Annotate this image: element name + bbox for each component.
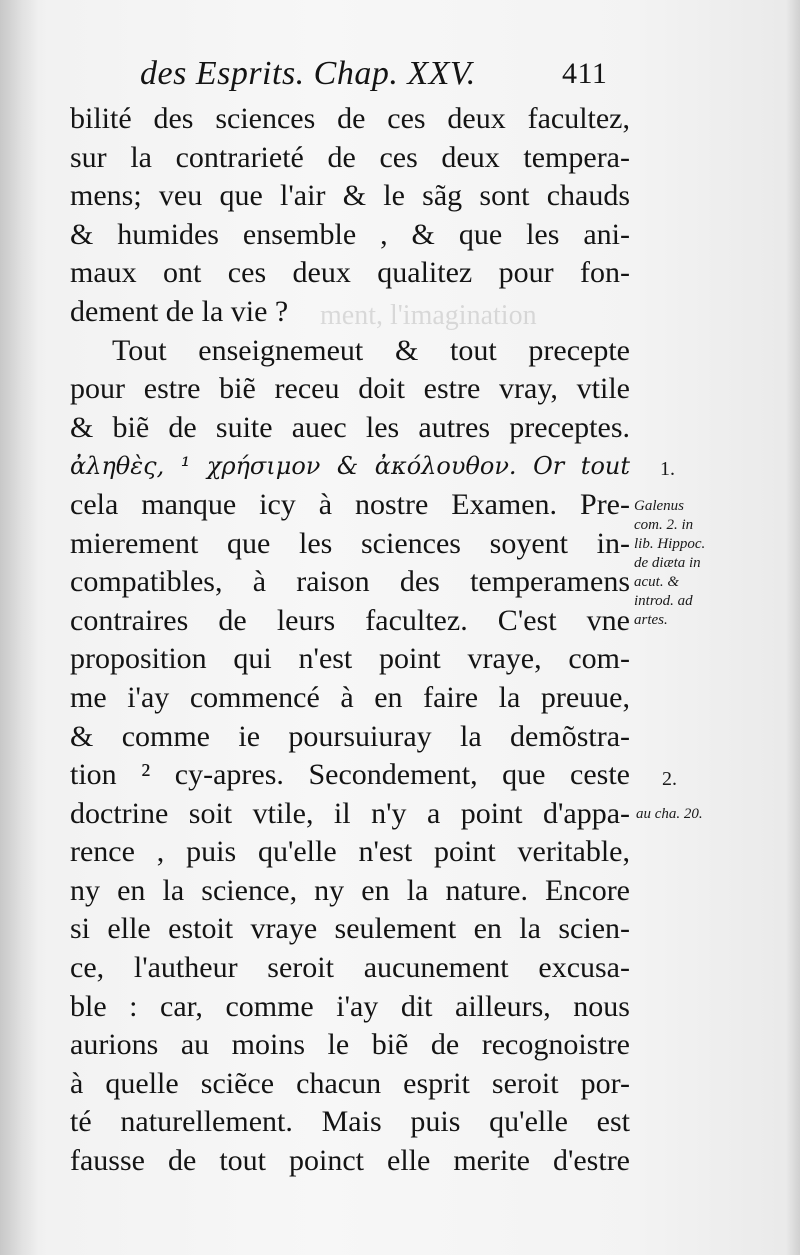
margin-note-line: artes. — [634, 612, 668, 628]
text-line: fausse de tout poinct elle merite d'estre — [70, 1144, 630, 1178]
text-line: mens; veu que l'air & le sãg sont chauds — [70, 179, 630, 213]
text-line: maux ont ces deux qualitez pour fon- — [70, 256, 630, 290]
text-line: ble : car, comme i'ay dit ailleurs, nous — [70, 989, 630, 1023]
text-line: me i'ay commencé à en faire la preuue, — [70, 680, 630, 714]
text-line: cela manque icy à nostre Examen. Pre- — [70, 487, 630, 521]
text-line: té naturellement. Mais puis qu'elle est — [70, 1105, 630, 1139]
margin-note-line: com. 2. in — [634, 517, 694, 533]
margin-note — [634, 497, 705, 630]
text-line: sur la contrarieté de ces deux tempera- — [70, 140, 630, 174]
text-line: compatibles, à raison des temperamens — [70, 565, 630, 599]
text-line: à quelle sciẽce chacun esprit seroit por- — [70, 1066, 630, 1100]
margin-note — [636, 805, 703, 824]
text-line: bilité des sciences de ces deux facultez, — [70, 102, 630, 135]
running-header — [140, 52, 640, 96]
paragraph-start-line: Tout enseignemeut & tout precepte — [112, 333, 630, 367]
text-line: dement de la vie ? — [70, 294, 289, 328]
margin-note-line: de diæta in — [634, 555, 701, 571]
text-line: ny en la science, ny en la nature. Encore — [70, 873, 630, 907]
margin-note-line: acut. & — [634, 574, 679, 590]
text-line: tion ² cy-apres. Secondement, que ceste — [70, 758, 630, 792]
page-edge-shadow — [786, 0, 800, 1255]
text-line: doctrine soit vtile, il n'y a point d'appa- — [70, 796, 630, 830]
text-line: contraires de leurs facultez. C'est vne — [70, 603, 630, 637]
text-line: & humides ensemble , & que les ani- — [70, 217, 630, 251]
margin-note-line: Galenus — [634, 498, 684, 514]
text-line: pour estre biẽ receu doit estre vray, vtile — [70, 372, 630, 406]
gutter-shadow — [0, 0, 38, 1255]
page-number: 411 — [562, 57, 608, 90]
text-line: & comme ie poursuiuray la demõstra- — [70, 719, 630, 753]
margin-note-number: 1. — [660, 458, 675, 480]
margin-note-line: introd. ad — [634, 593, 693, 609]
text-line: proposition qui n'est point vraye, com- — [70, 642, 630, 676]
bleed-through-text: ment, l'imagination — [320, 300, 537, 331]
margin-note-number: 2. — [662, 768, 677, 790]
text-line: ce, l'autheur seroit aucunement excusa- — [70, 951, 630, 985]
running-title: des Esprits. Chap. XXV. — [140, 55, 476, 92]
text-line: & biẽ de suite auec les autres preceptes. — [70, 410, 630, 444]
greek-quote-line: ἀληθὲς, ¹ χρήσιμον & ἀκόλουθον. Or tout — [70, 452, 630, 481]
text-line: mierement que les sciences soyent in- — [70, 526, 630, 560]
text-line: rence , puis qu'elle n'est point veritable, — [70, 835, 630, 869]
text-line: aurions au moins le biẽ de recognoistre — [70, 1028, 630, 1062]
body-text — [70, 100, 630, 1181]
margin-note-line: lib. Hippoc. — [634, 536, 706, 552]
margin-note-line: au cha. 20. — [636, 806, 703, 822]
text-line: si elle estoit vraye seulement en la scien- — [70, 912, 630, 946]
